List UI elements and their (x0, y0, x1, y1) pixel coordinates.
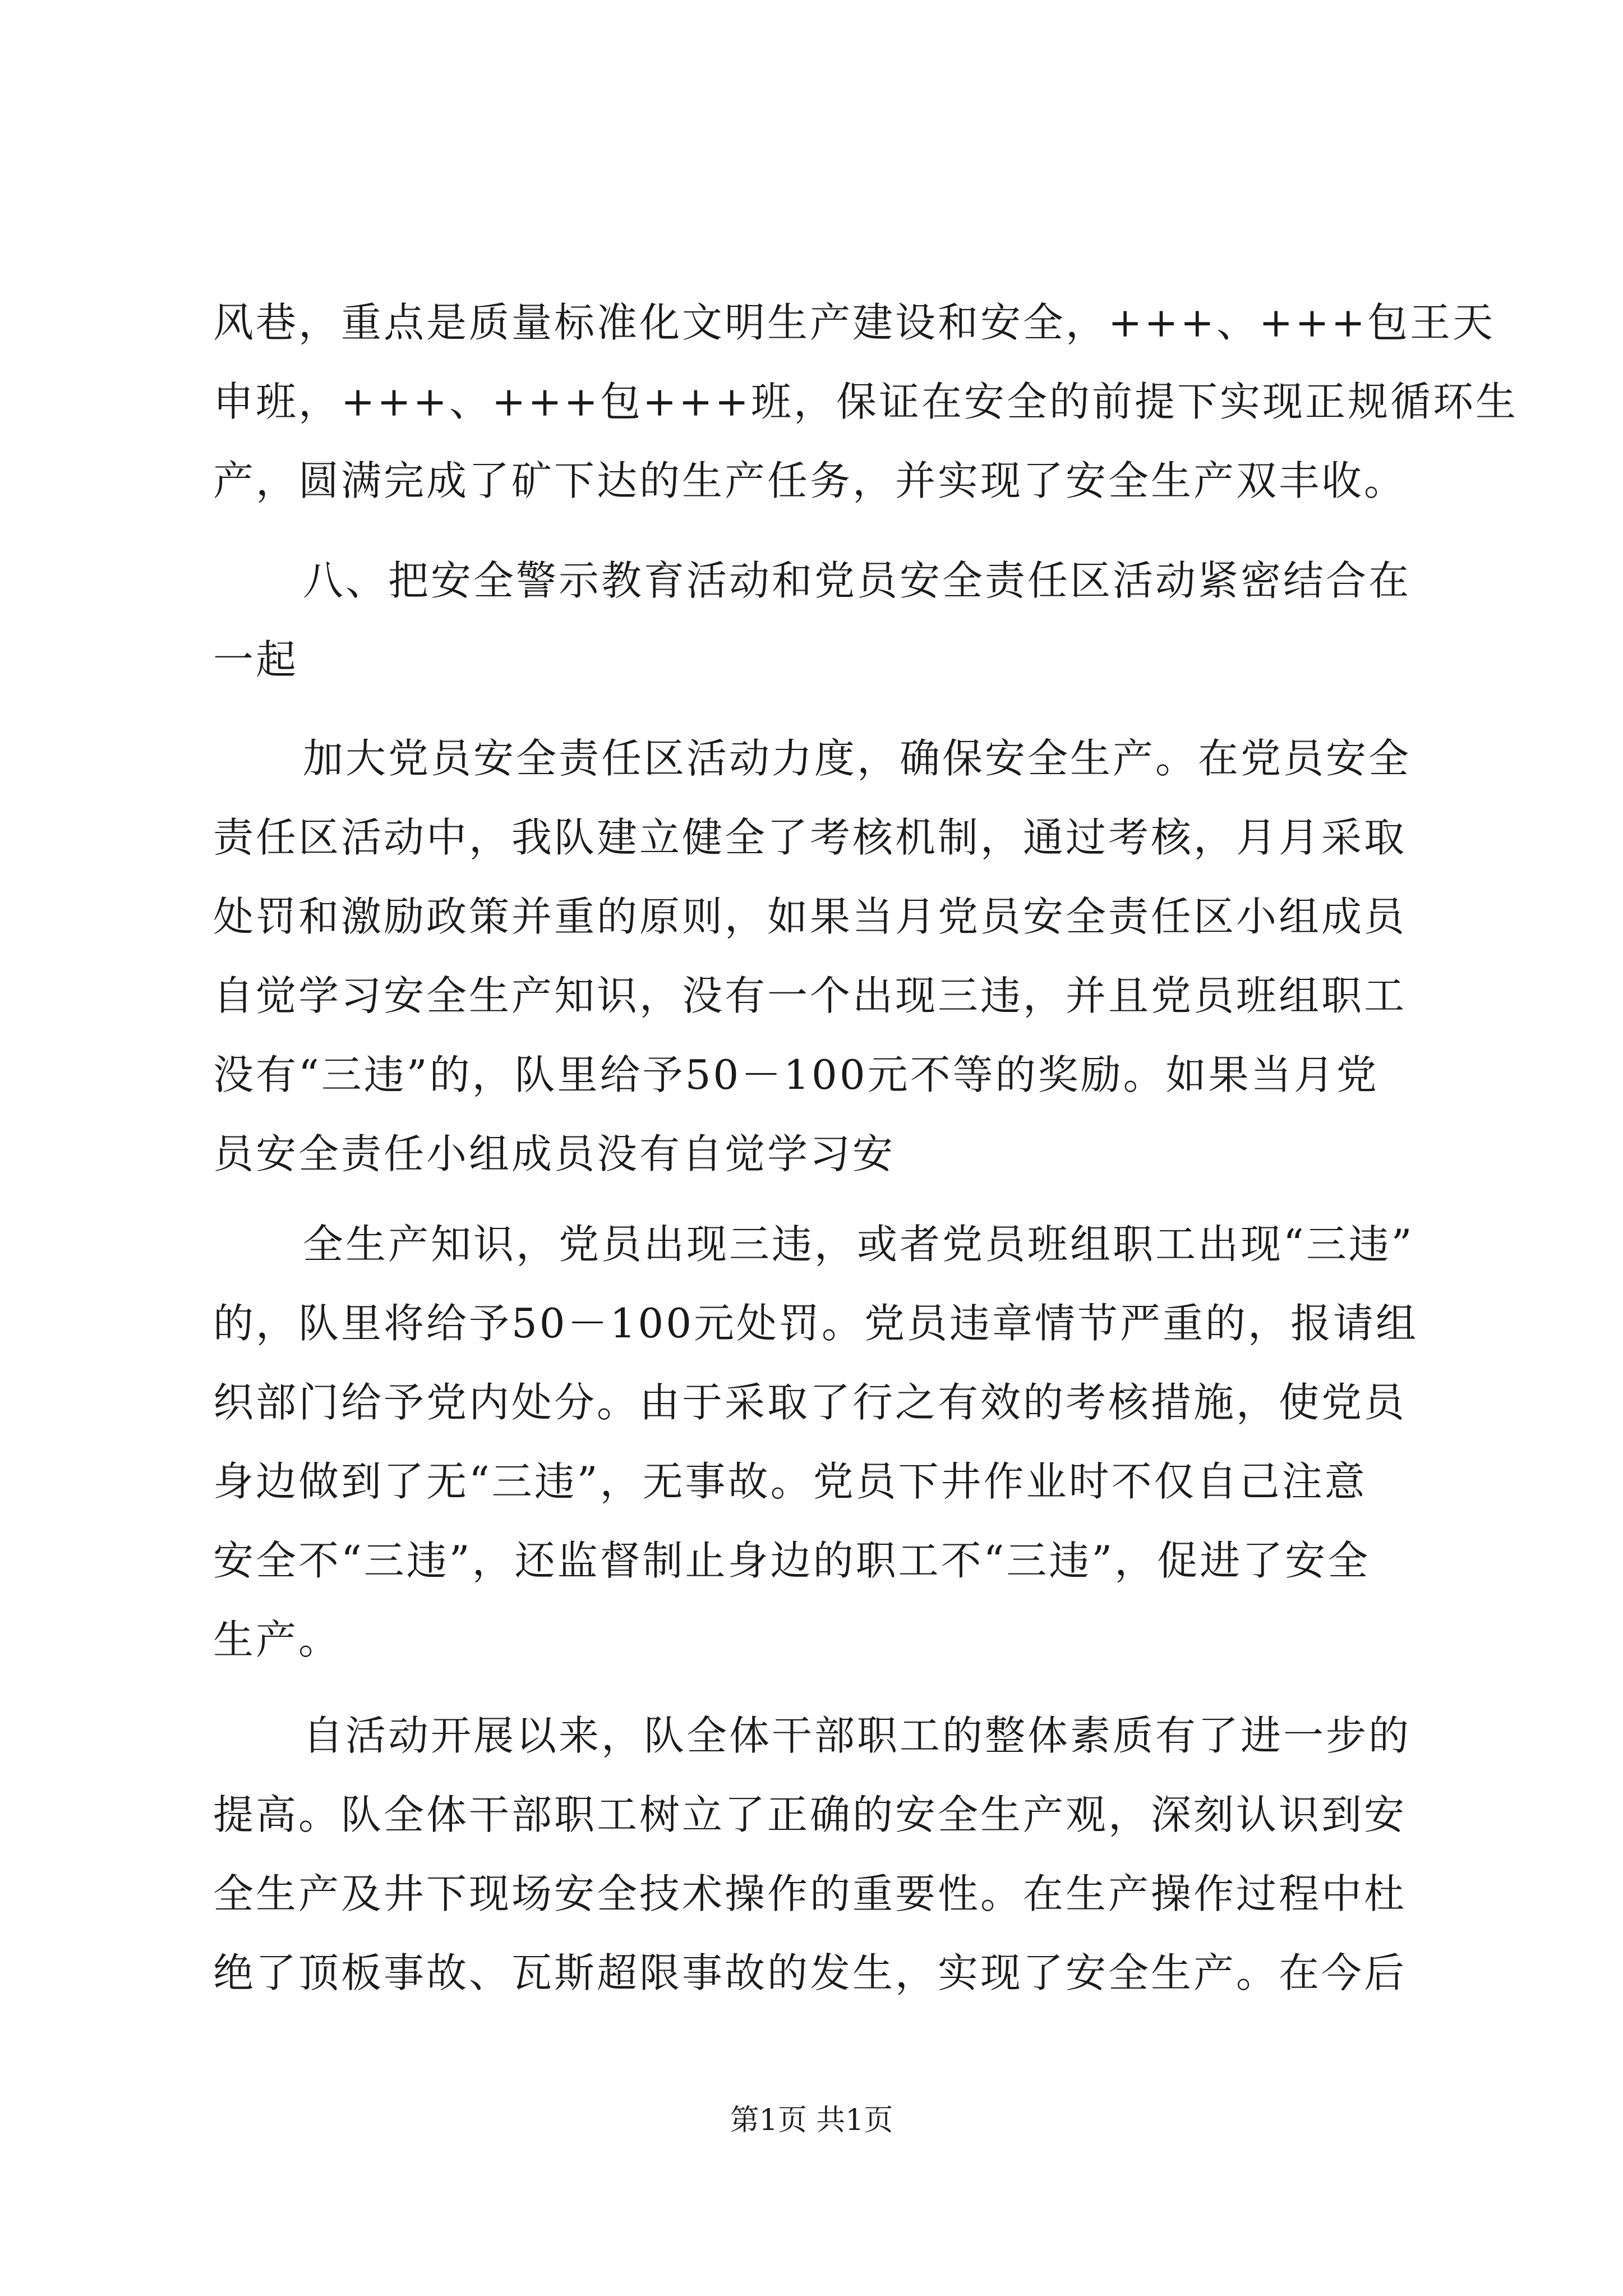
text-line: 自觉学习安全生产知识，没有一个出现三违，并且党员班组职工 (213, 972, 1407, 1019)
section-heading-continued: 一起 (213, 636, 299, 683)
text-line: 员安全责任小组成员没有自觉学习安 (213, 1130, 896, 1177)
text-line: 责任区活动中，我队建立健全了考核机制，通过考核，月月采取 (213, 814, 1407, 861)
text-line: 风巷，重点是质量标准化文明生产建设和安全，+++、+++包王天 (213, 299, 1495, 346)
text-line: 全生产知识，党员出现三违，或者党员班组职工出现“三违” (303, 1221, 1414, 1268)
text-line: 安全不“三违”，还监督制止身边的职工不“三违”，促进了安全 (213, 1537, 1371, 1584)
text-line: 的，队里将给予50－100元处罚。党员违章情节严重的，报请组 (213, 1300, 1419, 1347)
text-line: 生产。 (213, 1616, 342, 1663)
text-line: 绝了顶板事故、瓦斯超限事故的发生，实现了安全生产。在今后 (213, 1949, 1407, 1996)
text-line: 产，圆满完成了矿下达的生产任务，并实现了安全生产双丰收。 (213, 457, 1407, 504)
text-line: 自活动开展以来，队全体干部职工的整体素质有了进一步的 (303, 1712, 1412, 1759)
text-line: 加大党员安全责任区活动力度，确保安全生产。在党员安全 (303, 735, 1412, 782)
text-line: 没有“三违”的，队里给予50－100元不等的奖励。如果当月党 (213, 1051, 1379, 1098)
text-line: 织部门给予党内处分。由于采取了行之有效的考核措施，使党员 (213, 1379, 1407, 1426)
text-line: 处罚和激励政策并重的原则，如果当月党员安全责任区小组成员 (213, 893, 1407, 940)
text-line: 身边做到了无“三违”，无事故。党员下井作业时不仅自己注意 (213, 1458, 1367, 1505)
page-number-footer: 第1页 共1页 (730, 2104, 893, 2137)
section-heading: 八、把安全警示教育活动和党员安全责任区活动紧密结合在 (303, 557, 1412, 604)
text-line: 申班，+++、+++包+++班，保证在安全的前提下实现正规循环生 (213, 378, 1518, 425)
text-line: 提高。队全体干部职工树立了正确的安全生产观，深刻认识到安 (213, 1791, 1407, 1838)
text-line: 全生产及井下现场安全技术操作的重要性。在生产操作过程中杜 (213, 1870, 1407, 1917)
